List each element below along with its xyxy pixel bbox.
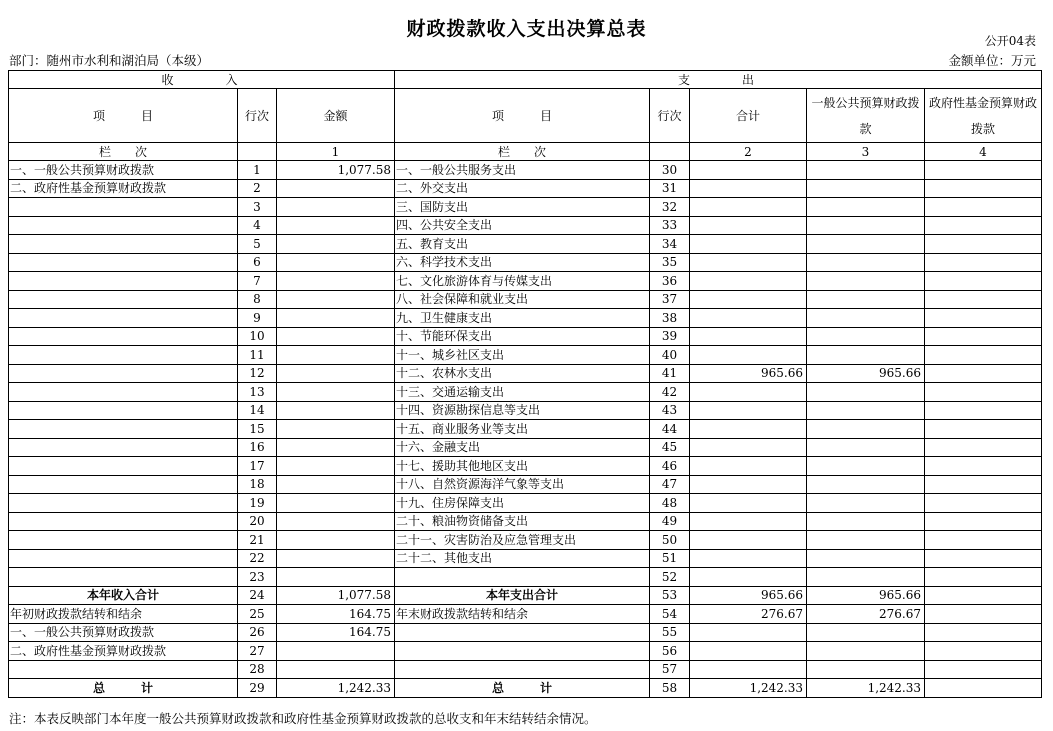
income-row-no: 19 <box>238 494 277 513</box>
table-row <box>9 253 1042 272</box>
income-amount: 164.75 <box>277 605 395 624</box>
income-item <box>9 346 238 365</box>
expense-row-no: 55 <box>650 623 690 642</box>
header-item: 项 目 <box>9 89 238 143</box>
expense-item: 十二、农林水支出 <box>395 364 650 383</box>
expense-row-no: 52 <box>650 568 690 587</box>
expense-total <box>690 383 807 402</box>
table-row <box>9 198 1042 217</box>
expense-general: 965.66 <box>807 586 925 605</box>
expense-row-no: 54 <box>650 605 690 624</box>
expense-item: 五、教育支出 <box>395 235 650 254</box>
income-item <box>9 272 238 291</box>
expense-total <box>690 420 807 439</box>
table-row <box>9 549 1042 568</box>
income-item: 一、一般公共预算财政拨款 <box>9 623 238 642</box>
expense-item <box>395 660 650 679</box>
column-header-row <box>9 89 1042 143</box>
expense-general <box>807 420 925 439</box>
income-row-no: 14 <box>238 401 277 420</box>
expense-item: 本年支出合计 <box>395 586 650 605</box>
expense-row-no: 37 <box>650 290 690 309</box>
table-row <box>9 679 1042 698</box>
income-amount <box>277 457 395 476</box>
expense-row-no: 34 <box>650 235 690 254</box>
income-row-no: 7 <box>238 272 277 291</box>
expense-fund <box>925 420 1042 439</box>
expense-total <box>690 327 807 346</box>
table-row <box>9 475 1042 494</box>
header-amount: 金额 <box>277 89 395 143</box>
income-row-no: 16 <box>238 438 277 457</box>
expense-row-no: 53 <box>650 586 690 605</box>
income-item <box>9 512 238 531</box>
expense-total <box>690 272 807 291</box>
income-amount <box>277 346 395 365</box>
expense-fund <box>925 531 1042 550</box>
income-item <box>9 475 238 494</box>
expense-general <box>807 401 925 420</box>
table-row <box>9 364 1042 383</box>
income-row-no: 6 <box>238 253 277 272</box>
table-row <box>9 161 1042 180</box>
expense-fund <box>925 438 1042 457</box>
income-row-no: 17 <box>238 457 277 476</box>
income-amount <box>277 383 395 402</box>
expense-fund <box>925 383 1042 402</box>
table-row <box>9 383 1042 402</box>
expense-total <box>690 216 807 235</box>
expense-total <box>690 512 807 531</box>
expense-total: 965.66 <box>690 586 807 605</box>
income-amount <box>277 549 395 568</box>
income-amount <box>277 401 395 420</box>
table-row <box>9 179 1042 198</box>
table-row <box>9 623 1042 642</box>
expense-general <box>807 290 925 309</box>
income-row-no: 10 <box>238 327 277 346</box>
expense-row-no: 32 <box>650 198 690 217</box>
expense-general <box>807 309 925 328</box>
expense-row-no: 58 <box>650 679 690 698</box>
expense-row-no: 56 <box>650 642 690 661</box>
expense-fund <box>925 549 1042 568</box>
income-item: 一、一般公共预算财政拨款 <box>9 161 238 180</box>
income-item <box>9 531 238 550</box>
expense-general <box>807 549 925 568</box>
expense-fund <box>925 253 1042 272</box>
table-row <box>9 216 1042 235</box>
income-amount: 164.75 <box>277 623 395 642</box>
expense-item: 十七、援助其他地区支出 <box>395 457 650 476</box>
expense-total: 965.66 <box>690 364 807 383</box>
expense-total <box>690 290 807 309</box>
table-row <box>9 457 1042 476</box>
header-item-2: 项 目 <box>395 89 650 143</box>
expense-row-no: 45 <box>650 438 690 457</box>
income-row-no: 23 <box>238 568 277 587</box>
expense-general <box>807 383 925 402</box>
income-item <box>9 198 238 217</box>
income-amount <box>277 327 395 346</box>
expense-row-no: 38 <box>650 309 690 328</box>
expense-fund <box>925 235 1042 254</box>
expense-row-no: 39 <box>650 327 690 346</box>
income-item <box>9 660 238 679</box>
income-amount <box>277 531 395 550</box>
expense-fund <box>925 623 1042 642</box>
income-amount: 1,242.33 <box>277 679 395 698</box>
expense-fund <box>925 346 1042 365</box>
income-amount <box>277 290 395 309</box>
expense-general <box>807 512 925 531</box>
income-item <box>9 290 238 309</box>
expense-item: 四、公共安全支出 <box>395 216 650 235</box>
expense-total: 1,242.33 <box>690 679 807 698</box>
expense-row-no: 36 <box>650 272 690 291</box>
table-row <box>9 586 1042 605</box>
expense-general <box>807 198 925 217</box>
expense-row-no: 35 <box>650 253 690 272</box>
expense-item <box>395 623 650 642</box>
income-row-no: 5 <box>238 235 277 254</box>
expense-row-no: 46 <box>650 457 690 476</box>
income-amount <box>277 272 395 291</box>
income-row-no: 25 <box>238 605 277 624</box>
expense-total <box>690 568 807 587</box>
expense-item: 十八、自然资源海洋气象等支出 <box>395 475 650 494</box>
expense-row-no: 44 <box>650 420 690 439</box>
income-amount <box>277 642 395 661</box>
income-row-no: 3 <box>238 198 277 217</box>
header-row-no-2: 行次 <box>650 89 690 143</box>
expense-general: 276.67 <box>807 605 925 624</box>
income-amount <box>277 568 395 587</box>
expense-total <box>690 438 807 457</box>
expense-total <box>690 549 807 568</box>
expense-fund <box>925 568 1042 587</box>
income-amount: 1,077.58 <box>277 586 395 605</box>
expense-total <box>690 642 807 661</box>
expense-total <box>690 494 807 513</box>
col-index-general: 3 <box>807 143 925 161</box>
expense-general <box>807 568 925 587</box>
expense-fund <box>925 586 1042 605</box>
income-amount <box>277 438 395 457</box>
expense-item: 十、节能环保支出 <box>395 327 650 346</box>
income-item <box>9 364 238 383</box>
income-item <box>9 549 238 568</box>
income-row-no: 22 <box>238 549 277 568</box>
expense-total <box>690 531 807 550</box>
income-row-no: 11 <box>238 346 277 365</box>
expense-fund <box>925 494 1042 513</box>
table-row <box>9 327 1042 346</box>
expense-fund <box>925 457 1042 476</box>
income-row-no: 13 <box>238 383 277 402</box>
income-item <box>9 235 238 254</box>
expense-general <box>807 235 925 254</box>
income-item <box>9 420 238 439</box>
expense-item: 八、社会保障和就业支出 <box>395 290 650 309</box>
expense-fund <box>925 401 1042 420</box>
expense-general <box>807 253 925 272</box>
expense-row-no: 48 <box>650 494 690 513</box>
expense-fund <box>925 216 1042 235</box>
income-row-no: 20 <box>238 512 277 531</box>
expense-item: 总 计 <box>395 679 650 698</box>
table-row <box>9 605 1042 624</box>
expense-general <box>807 346 925 365</box>
expense-fund <box>925 290 1042 309</box>
expense-total <box>690 623 807 642</box>
expense-general <box>807 272 925 291</box>
income-item <box>9 216 238 235</box>
expense-item: 十四、资源勘探信息等支出 <box>395 401 650 420</box>
table-row <box>9 512 1042 531</box>
col-index-left-label: 栏 次 <box>9 143 238 161</box>
income-item: 总 计 <box>9 679 238 698</box>
income-row-no: 4 <box>238 216 277 235</box>
income-amount <box>277 512 395 531</box>
section-expense: 支 出 <box>395 71 1042 89</box>
expense-general <box>807 457 925 476</box>
expense-general <box>807 531 925 550</box>
income-item <box>9 568 238 587</box>
table-row <box>9 438 1042 457</box>
income-amount <box>277 235 395 254</box>
income-row-no: 21 <box>238 531 277 550</box>
expense-row-no: 57 <box>650 660 690 679</box>
income-item <box>9 457 238 476</box>
expense-total <box>690 660 807 679</box>
expense-total <box>690 457 807 476</box>
expense-fund <box>925 679 1042 698</box>
header-fund: 政府性基金预算财政拨款 <box>925 89 1042 143</box>
expense-row-no: 31 <box>650 179 690 198</box>
col-index-blank-2 <box>650 143 690 161</box>
expense-row-no: 51 <box>650 549 690 568</box>
expense-fund <box>925 198 1042 217</box>
expense-fund <box>925 179 1042 198</box>
expense-general <box>807 327 925 346</box>
footnote: 注：本表反映部门本年度一般公共预算财政拨款和政府性基金预算财政拨款的总收支和年末结转结余情况。 <box>9 711 597 726</box>
page-title: 财政拨款收入支出决算总表 <box>406 18 647 40</box>
income-row-no: 9 <box>238 309 277 328</box>
col-index-total: 2 <box>690 143 807 161</box>
expense-row-no: 30 <box>650 161 690 180</box>
expense-row-no: 33 <box>650 216 690 235</box>
department-label: 部门：随州市水利和湖泊局（本级） <box>9 53 210 68</box>
income-item <box>9 401 238 420</box>
income-item <box>9 383 238 402</box>
income-item: 本年收入合计 <box>9 586 238 605</box>
expense-fund <box>925 161 1042 180</box>
table-row <box>9 642 1042 661</box>
expense-general <box>807 216 925 235</box>
expense-row-no: 42 <box>650 383 690 402</box>
expense-fund <box>925 309 1042 328</box>
expense-fund <box>925 512 1042 531</box>
expense-item <box>395 642 650 661</box>
expense-item: 六、科学技术支出 <box>395 253 650 272</box>
income-row-no: 15 <box>238 420 277 439</box>
expense-item: 七、文化旅游体育与传媒支出 <box>395 272 650 291</box>
table-row <box>9 494 1042 513</box>
expense-item: 十五、商业服务业等支出 <box>395 420 650 439</box>
expense-row-no: 47 <box>650 475 690 494</box>
expense-general <box>807 161 925 180</box>
income-row-no: 1 <box>238 161 277 180</box>
income-row-no: 26 <box>238 623 277 642</box>
expense-item: 二十、粮油物资储备支出 <box>395 512 650 531</box>
income-amount <box>277 198 395 217</box>
expense-item: 十三、交通运输支出 <box>395 383 650 402</box>
income-row-no: 29 <box>238 679 277 698</box>
income-row-no: 28 <box>238 660 277 679</box>
expense-fund <box>925 605 1042 624</box>
expense-total <box>690 198 807 217</box>
expense-item: 九、卫生健康支出 <box>395 309 650 328</box>
expense-fund <box>925 272 1042 291</box>
expense-item: 三、国防支出 <box>395 198 650 217</box>
col-index-blank <box>238 143 277 161</box>
expense-general <box>807 475 925 494</box>
income-amount <box>277 179 395 198</box>
expense-general <box>807 623 925 642</box>
column-index-row <box>9 143 1042 161</box>
header-general: 一般公共预算财政拨款 <box>807 89 925 143</box>
expense-total: 276.67 <box>690 605 807 624</box>
income-amount <box>277 475 395 494</box>
expense-fund <box>925 364 1042 383</box>
budget-summary-table <box>8 70 1042 698</box>
income-item <box>9 438 238 457</box>
expense-item: 二、外交支出 <box>395 179 650 198</box>
expense-item <box>395 568 650 587</box>
income-item: 二、政府性基金预算财政拨款 <box>9 179 238 198</box>
expense-item: 二十二、其他支出 <box>395 549 650 568</box>
expense-row-no: 49 <box>650 512 690 531</box>
expense-general: 965.66 <box>807 364 925 383</box>
income-amount: 1,077.58 <box>277 161 395 180</box>
expense-row-no: 50 <box>650 531 690 550</box>
income-amount <box>277 420 395 439</box>
expense-total <box>690 401 807 420</box>
expense-fund <box>925 660 1042 679</box>
expense-fund <box>925 327 1042 346</box>
expense-row-no: 40 <box>650 346 690 365</box>
expense-item: 二十一、灾害防治及应急管理支出 <box>395 531 650 550</box>
income-amount <box>277 253 395 272</box>
expense-fund <box>925 642 1042 661</box>
expense-row-no: 41 <box>650 364 690 383</box>
table-row <box>9 568 1042 587</box>
expense-total <box>690 235 807 254</box>
income-amount <box>277 364 395 383</box>
col-index-right-label: 栏 次 <box>395 143 650 161</box>
expense-general <box>807 494 925 513</box>
expense-total <box>690 346 807 365</box>
income-item: 二、政府性基金预算财政拨款 <box>9 642 238 661</box>
income-amount <box>277 494 395 513</box>
expense-general <box>807 642 925 661</box>
header-total: 合计 <box>690 89 807 143</box>
income-row-no: 12 <box>238 364 277 383</box>
col-index-fund: 4 <box>925 143 1042 161</box>
expense-item: 十六、金融支出 <box>395 438 650 457</box>
expense-fund <box>925 475 1042 494</box>
income-item: 年初财政拨款结转和结余 <box>9 605 238 624</box>
income-item <box>9 327 238 346</box>
table-row <box>9 401 1042 420</box>
expense-item: 一、一般公共服务支出 <box>395 161 650 180</box>
table-row <box>9 346 1042 365</box>
expense-general <box>807 660 925 679</box>
form-code: 公开04表 <box>984 34 1036 48</box>
expense-total <box>690 253 807 272</box>
income-item <box>9 309 238 328</box>
table-row <box>9 272 1042 291</box>
section-header-row <box>9 71 1042 89</box>
expense-item: 年末财政拨款结转和结余 <box>395 605 650 624</box>
header-row-no: 行次 <box>238 89 277 143</box>
income-item <box>9 253 238 272</box>
expense-general <box>807 438 925 457</box>
income-row-no: 8 <box>238 290 277 309</box>
income-row-no: 24 <box>238 586 277 605</box>
table-row <box>9 235 1042 254</box>
unit-label: 金额单位：万元 <box>948 53 1036 68</box>
expense-row-no: 43 <box>650 401 690 420</box>
expense-total <box>690 309 807 328</box>
income-amount <box>277 660 395 679</box>
section-income: 收 入 <box>9 71 395 89</box>
expense-item: 十九、住房保障支出 <box>395 494 650 513</box>
income-row-no: 2 <box>238 179 277 198</box>
expense-item: 十一、城乡社区支出 <box>395 346 650 365</box>
expense-general <box>807 179 925 198</box>
expense-total <box>690 179 807 198</box>
income-row-no: 18 <box>238 475 277 494</box>
table-row <box>9 290 1042 309</box>
table-row <box>9 660 1042 679</box>
income-amount <box>277 309 395 328</box>
table-row <box>9 309 1042 328</box>
income-row-no: 27 <box>238 642 277 661</box>
income-amount <box>277 216 395 235</box>
expense-general: 1,242.33 <box>807 679 925 698</box>
income-item <box>9 494 238 513</box>
table-row <box>9 531 1042 550</box>
col-index-amount: 1 <box>277 143 395 161</box>
expense-total <box>690 475 807 494</box>
expense-total <box>690 161 807 180</box>
table-row <box>9 420 1042 439</box>
